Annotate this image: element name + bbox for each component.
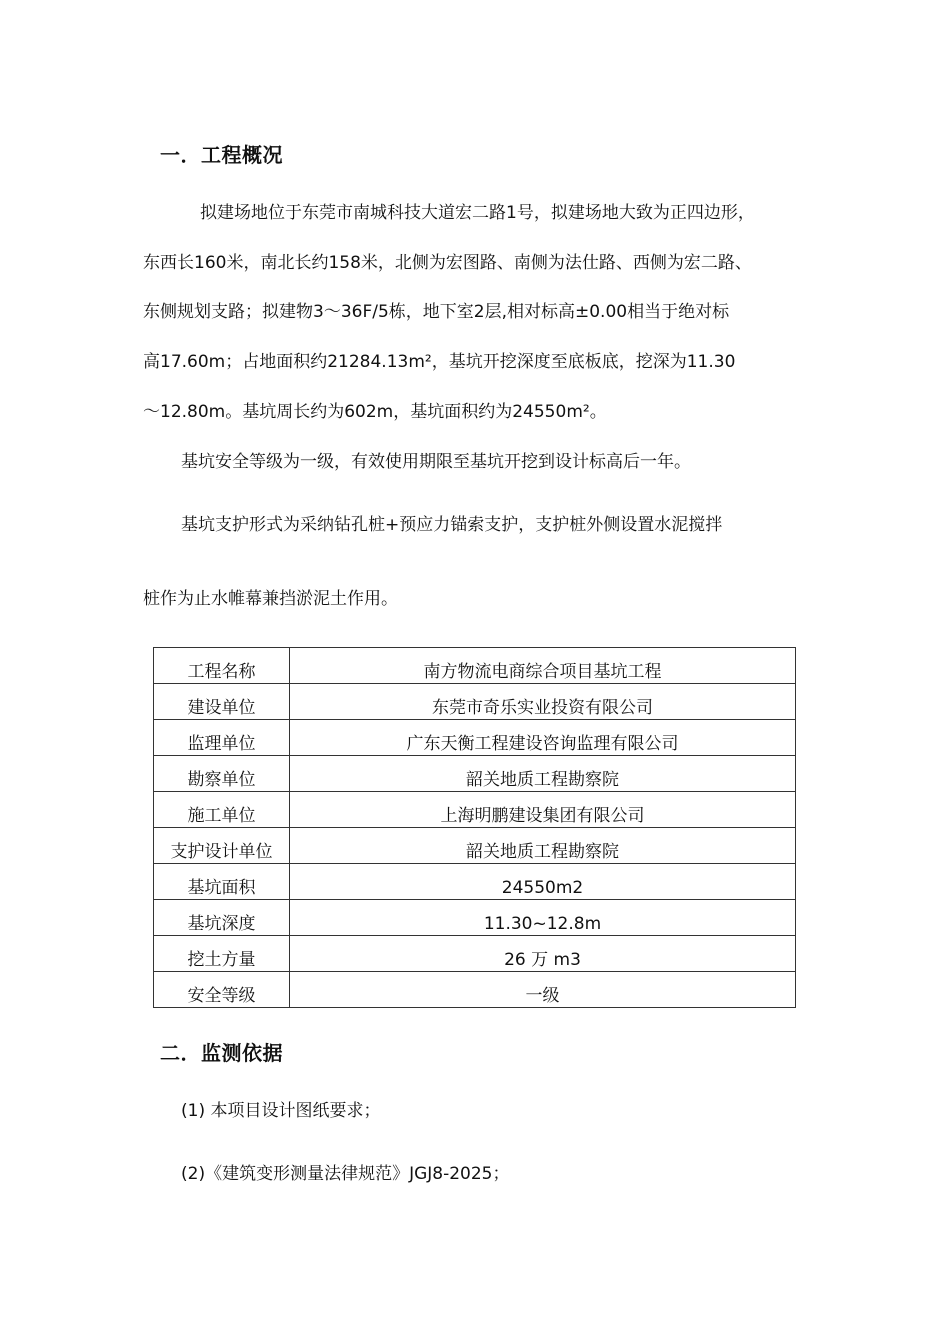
table-key: 支护设计单位 [154,828,290,864]
table-value: 26 万 m3 [290,936,796,972]
table-row [154,720,796,756]
table-key: 挖土方量 [154,936,290,972]
table-row [154,900,796,936]
table-key: 监理单位 [154,720,290,756]
table-value: 南方物流电商综合项目基坑工程 [290,648,796,684]
table-key: 基坑面积 [154,864,290,900]
table-row [154,936,796,972]
table-key: 建设单位 [154,684,290,720]
table-row [154,648,796,684]
safety-grade-paragraph: 基坑安全等级为一级，有效使用期限至基坑开挖到设计标高后一年。 [181,452,691,472]
table-row [154,756,796,792]
overview-line-3: 东侧规划支路；拟建物3～36F/5栋，地下室2层,相对标高±0.00相当于绝对标 [143,302,730,322]
table-value: 一级 [290,972,796,1008]
overview-line-4: 高17.60m；占地面积约21284.13m²，基坑开挖深度至底板底，挖深为11.30 [143,352,736,372]
basis-item-1: (1) 本项目设计图纸要求； [181,1101,381,1121]
section-1-title: 一．工程概况 [160,143,283,167]
table-key: 基坑深度 [154,900,290,936]
table-value: 广东天衡工程建设咨询监理有限公司 [290,720,796,756]
table-row [154,792,796,828]
table-row [154,828,796,864]
table-key: 安全等级 [154,972,290,1008]
table-row [154,684,796,720]
table-key: 工程名称 [154,648,290,684]
table-key: 施工单位 [154,792,290,828]
support-form-line-2: 桩作为止水帷幕兼挡淤泥土作用。 [143,589,398,609]
overview-line-2: 东西长160米，南北长约158米，北侧为宏图路、南侧为法仕路、西侧为宏二路、 [143,253,752,273]
table-value: 东莞市奇乐实业投资有限公司 [290,684,796,720]
table-value: 24550m2 [290,864,796,900]
support-form-line-1: 基坑支护形式为采纳钻孔桩+预应力锚索支护，支护桩外侧设置水泥搅拌 [181,515,723,535]
project-info-table [153,647,796,1008]
table-value: 11.30~12.8m [290,900,796,936]
table-value: 上海明鹏建设集团有限公司 [290,792,796,828]
table-value: 韶关地质工程勘察院 [290,756,796,792]
table-key: 勘察单位 [154,756,290,792]
overview-line-1: 拟建场地位于东莞市南城科技大道宏二路1号，拟建场地大致为正四边形， [200,203,755,223]
table-row [154,864,796,900]
basis-item-2: (2)《建筑变形测量法律规范》JGJ8-2025； [181,1164,510,1184]
table-row [154,972,796,1008]
section-2-title: 二．监测依据 [160,1041,283,1065]
overview-line-5: ～12.80m。基坑周长约为602m，基坑面积约为24550m²。 [143,402,607,422]
table-value: 韶关地质工程勘察院 [290,828,796,864]
